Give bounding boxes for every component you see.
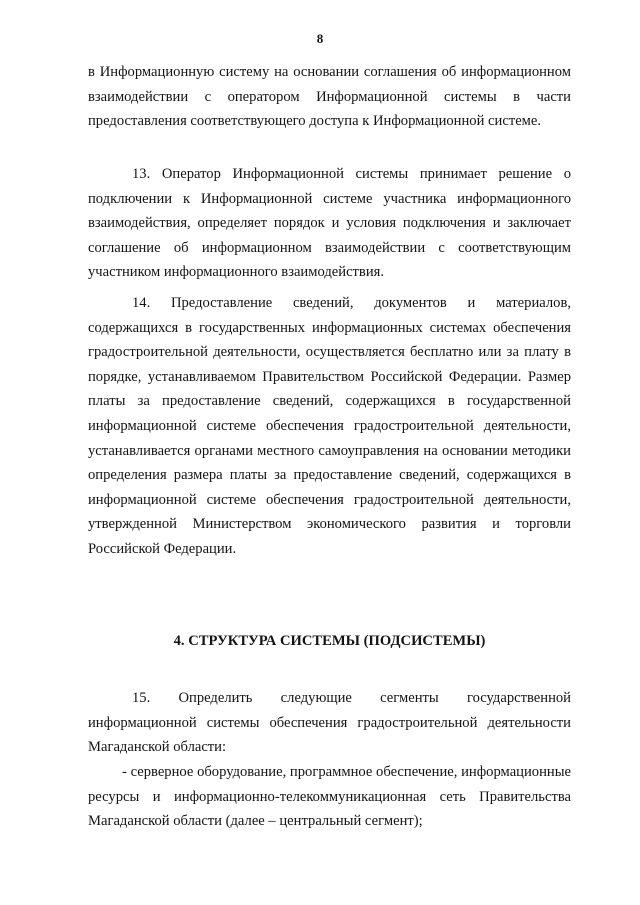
page-number: 8	[316, 31, 324, 46]
paragraph-15-block	[88, 686, 571, 760]
continued-paragraph-block	[88, 60, 571, 134]
paragraph-13-block	[88, 162, 571, 285]
paragraph-15: 15. Определить следующие сегменты государственной информационной системы обеспечения градостроительной деятельности Магаданской области:	[88, 690, 571, 756]
paragraph-14-block	[88, 291, 571, 562]
bullet-list	[88, 760, 571, 834]
bullet-item-central-segment: - серверное оборудование, программное обеспечение, информационные ресурсы и информационно-телекоммуникационная сеть Правительства Магаданской области (далее – центральный сегмент);	[88, 764, 571, 830]
paragraph-13: 13. Оператор Информационной системы принимает решение о подключении к Информационной системе участника информационного взаимодействия, определяет порядок и условия подключения и заключает соглашение об информационном взаимодействии с соответствующим участником информационного взаимодействия.	[88, 166, 571, 281]
continued-paragraph: в Информационную систему на основании соглашения об информационном взаимодействии с оператором Информационной системы в части предоставления соответствующего доступа к Информационной системе.	[88, 64, 571, 130]
section-heading: 4. СТРУКТУРА СИСТЕМЫ (ПОДСИСТЕМЫ)	[173, 633, 486, 649]
paragraph-14: 14. Предоставление сведений, документов и материалов, содержащихся в государственных информационных системах обеспечения градостроительной деятельности, осуществляется бесплатно или за плату в порядке, устанавливаемом Правительством Российской Федерации. Размер платы за предоставление сведений, содержащихся в государственной информационной системе обеспечения градостроительной деятельности, устанавливается органами местного самоуправления на основании методики определения размера платы за предоставление сведений, содержащихся в информационной системе обеспечения градостроительной деятельности, утвержденной Министерством экономического развития и торговли Российской Федерации.	[88, 295, 571, 557]
